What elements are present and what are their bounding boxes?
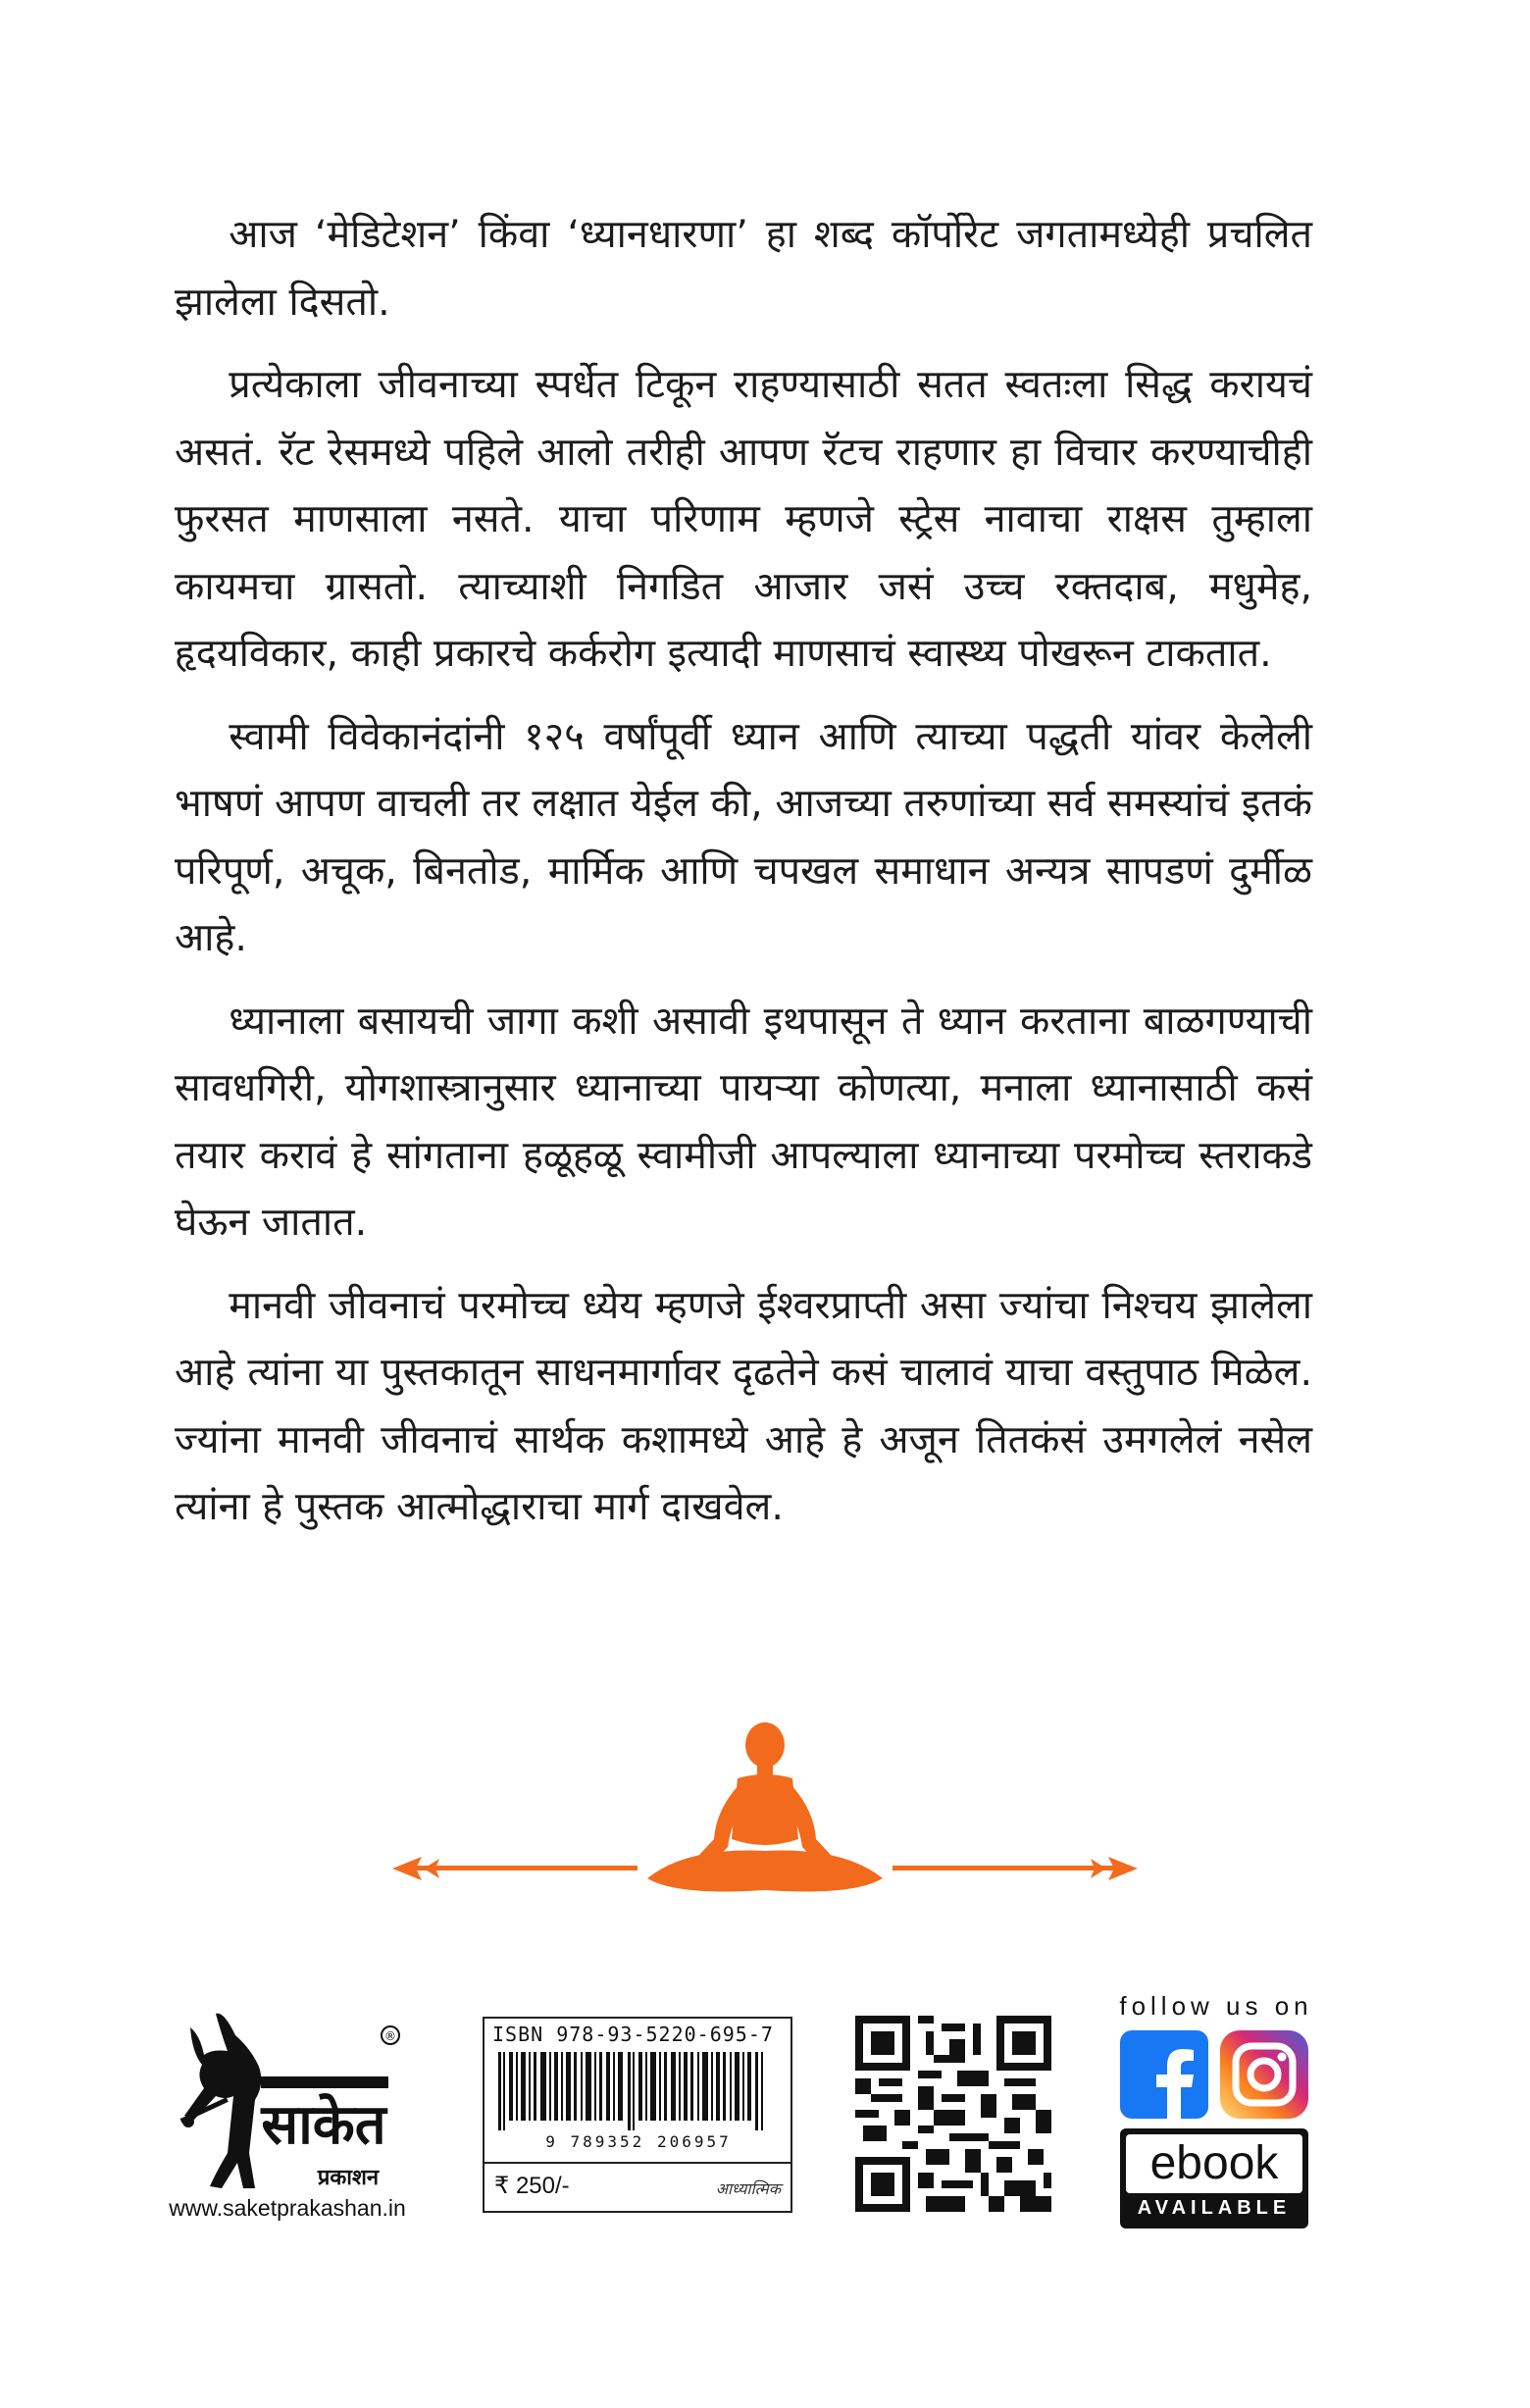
ebook-text: ebook — [1126, 2134, 1302, 2193]
barcode-icon — [494, 2052, 781, 2130]
blurb-paragraph-2: प्रत्येकाला जीवनाच्या स्पर्धेत टिकून राहण्यासाठी सतत स्वतःला सिद्ध करायचं असतं. रॅट रेसमध्ये पहिले आलो तरीही आपण रॅटच राहणार हा विचार करण्याचीही फुरसत माणसाला नसते. याचा परिणाम म्हणजे स्ट्रेस नावाचा राक्षस तुम्हाला कायमचा ग्रासतो. त्याच्याशी निगडित आजार जसं उच्च रक्तदाब, मधुमेह, हृदयविकार, काही प्रकारचे कर्करोग इत्यादी माणसाचं स्वास्थ्य पोखरून टाकतात. — [175, 362, 1312, 676]
ornament-right-line — [892, 1866, 1118, 1870]
price-row — [484, 2162, 790, 2211]
available-text: AVAILABLE — [1137, 2197, 1292, 2219]
saket-prakashan-logo — [177, 2006, 402, 2202]
blurb-paragraph-1: आज ‘मेडिटेशन’ किंवा ‘ध्यानधारणा’ हा शब्द कॉर्पोरेट जगतामध्येही प्रचलित झालेला दिसतो. — [175, 212, 1312, 325]
meditating-person-icon — [647, 1722, 883, 1892]
meditation-figure-ornament — [392, 1721, 1138, 1918]
category-label: आध्यात्मिक — [715, 2179, 781, 2198]
follow-us-text: follow us on — [1119, 1991, 1313, 2021]
social-ebook-block — [1118, 1991, 1314, 2231]
logo-subtext: प्रकाशन — [317, 2166, 380, 2190]
barcode-digits: 9 789352 206957 — [545, 2132, 732, 2151]
instagram-icon[interactable] — [1220, 2030, 1308, 2119]
blurb-paragraph-4: ध्यानाला बसायची जागा कशी असावी इथपासून ते ध्यान करताना बाळगण्याची सावधगिरी, योगशास्त्रानुसार ध्यानाच्या पायऱ्या कोणत्या, मनाला ध्यानासाठी कसं तयार करावं हे सांगताना हळूहळू स्वामीजी आपल्याला ध्यानाच्या परमोच्च स्तराकडे घेऊन जातात. — [175, 998, 1312, 1245]
price-label: ₹ 250/- — [494, 2173, 570, 2199]
svg-text:®: ® — [384, 2029, 396, 2043]
facebook-icon[interactable] — [1120, 2030, 1208, 2119]
publisher-website: www.saketprakashan.in — [169, 2195, 406, 2221]
qr-code-icon — [855, 2016, 1051, 2212]
ornament-left-line — [412, 1866, 638, 1870]
isbn-barcode-box — [483, 2017, 792, 2213]
blurb-paragraph-3: स्वामी विवेकानंदांनी १२५ वर्षांपूर्वी ध्यान आणि त्याच्या पद्धती यांवर केलेली भाषणं आपण वाचली तर लक्षात येईल की, आजच्या तरुणांच्या सर्व समस्यांचं इतकं परिपूर्ण, अचूक, बिनतोड, मार्मिक आणि चपखल समाधान अन्यत्र सापडणं दुर्मीळ आहे. — [175, 713, 1312, 960]
back-cover-blurb — [175, 201, 1312, 1557]
isbn-label: ISBN 978-93-5220-695-7 — [492, 2023, 774, 2046]
ebook-available-badge — [1120, 2128, 1308, 2229]
blurb-paragraph-5: मानवी जीवनाचं परमोच्च ध्येय म्हणजे ईश्वरप्राप्ती असा ज्यांचा निश्चय झालेला आहे त्यांना या पुस्तकातून साधनमार्गावर दृढतेने कसं चालावं याचा वस्तुपाठ मिळेल. ज्यांना मानवी जीवनाचं सार्थक कशामध्ये आहे हे अजून तितकंसं उमगलेलं नसेल त्यांना हे पुस्तक आत्मोद्धाराचा मार्ग दाखवेल. — [175, 1282, 1312, 1529]
logo-text: साकेत — [261, 2093, 386, 2157]
